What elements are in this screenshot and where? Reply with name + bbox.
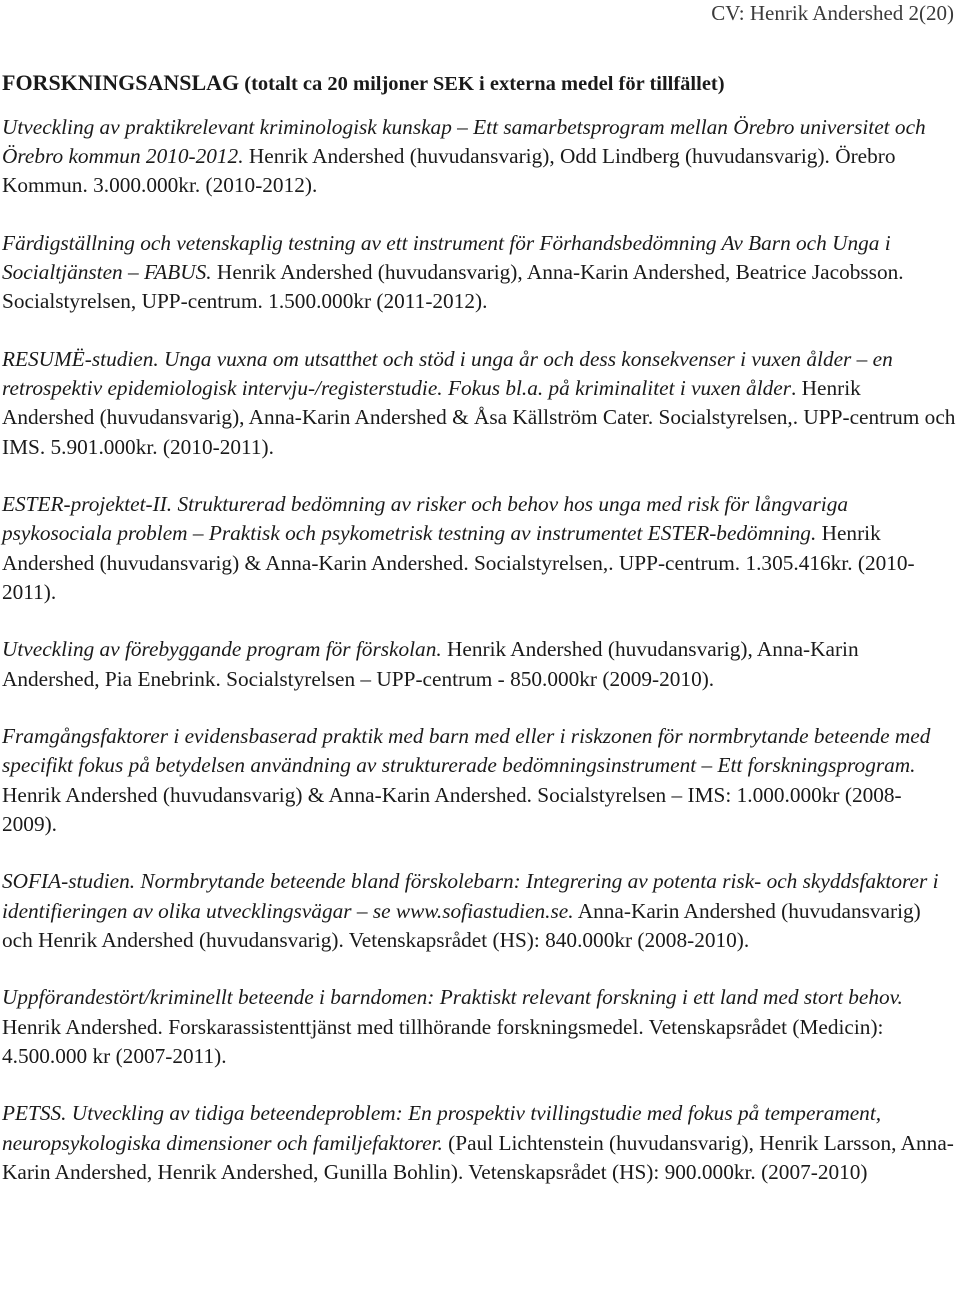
- grant-details: Henrik Andershed (huvudansvarig) & Anna-Karin Andershed. Socialstyrelsen,. UPP-centrum. 1.305.416kr. (2010-2011).: [2, 521, 915, 604]
- grant-entry: [2, 867, 956, 955]
- grant-details: (Paul Lichtenstein (huvudansvarig), Henrik Larsson, Anna-Karin Andershed, Henrik Andershed, Gunilla Bohlin). Vetenskapsrådet (HS): 900.000kr. (2007-2010): [2, 1130, 954, 1184]
- grant-title: Färdigställning och vetenskaplig testning av ett instrument för Förhandsbedömning Av Barn och Unga i Socialtjänsten – FABUS.: [2, 231, 891, 285]
- grant-entry: [2, 1099, 956, 1187]
- grant-details: Henrik Andershed. Forskarassistenttjänst med tillhörande forskningsmedel. Vetenskapsrådet (Medicin): 4.500.000 kr (2007-2011).: [2, 1014, 884, 1068]
- grant-title: Utveckling av förebyggande program för förskolan.: [2, 637, 442, 662]
- grant-entry: [2, 722, 956, 839]
- running-header: CV: Henrik Andershed 2(20): [711, 1, 954, 25]
- grant-title: RESUMË-studien. Unga vuxna om utsatthet och stöd i unga år och dess konsekvenser i vuxen ålder – en retrospektiv epidemiologisk intervju-/registerstudie. Fokus bl.a. på kriminalitet i vuxen ålder: [2, 347, 893, 401]
- grant-details: Henrik Andershed (huvudansvarig), Anna-Karin Andershed, Beatrice Jacobsson. Socialstyrelsen, UPP-centrum. 1.500.000kr (2011-2012).: [2, 260, 904, 314]
- grant-entry: [2, 229, 956, 317]
- grant-entry: [2, 113, 956, 201]
- grant-entry: [2, 983, 956, 1071]
- grant-title: Uppförandestört/kriminellt beteende i barndomen: Praktiskt relevant forskning i ett land med stort behov.: [2, 985, 903, 1010]
- section-heading-note: (totalt ca 20 miljoner SEK i externa medel för tillfället): [239, 73, 725, 95]
- grant-details: . Henrik Andershed (huvudansvarig), Anna-Karin Andershed & Åsa Källström Cater. Socialstyrelsen,. UPP-centrum och IMS. 5.901.000kr. (2010-2011).: [2, 376, 956, 459]
- grant-title: SOFIA-studien. Normbrytande beteende bland förskolebarn: Integrering av potenta risk- och skyddsfaktorer i identifieringen av olika utvecklingsvägar – se www.sofiastudien.se.: [2, 869, 939, 923]
- grant-details: Anna-Karin Andershed (huvudansvarig) och Henrik Andershed (huvudansvarig). Vetenskapsrådet (HS): 840.000kr (2008-2010).: [2, 898, 921, 952]
- document-body: [2, 70, 956, 1215]
- grant-entry: [2, 345, 956, 462]
- grant-title: ESTER-projektet-II. Strukturerad bedömning av risker och behov hos unga med risk för långvariga psykosociala problem – Praktisk och psykometrisk testning av instrumentet ESTER-bedömning.: [2, 492, 849, 546]
- grant-details: Henrik Andershed (huvudansvarig) & Anna-Karin Andershed. Socialstyrelsen – IMS: 1.000.000kr (2008-2009).: [2, 782, 902, 836]
- grant-title: Framgångsfaktorer i evidensbaserad praktik med barn med eller i riskzonen för normbrytande beteende med specifikt fokus på betydelsen användning av strukturerade bedömningsinstrument – Ett forskningsprogram.: [2, 724, 931, 778]
- grant-entry: [2, 490, 956, 607]
- grant-title: PETSS. Utveckling av tidiga beteendeproblem: En prospektiv tvillingstudie med fokus på temperament, neuropsykologiska dimensioner och familjefaktorer.: [2, 1101, 882, 1155]
- section-heading-title: FORSKNINGSANSLAG: [2, 70, 240, 95]
- section-heading: [2, 70, 956, 97]
- grant-details: Henrik Andershed (huvudansvarig), Odd Lindberg (huvudansvarig). Örebro Kommun. 3.000.000kr. (2010-2012).: [2, 144, 896, 198]
- grant-title: Utveckling av praktikrelevant kriminologisk kunskap – Ett samarbetsprogram mellan Örebro universitet och Örebro kommun 2010-2012.: [2, 115, 926, 169]
- grant-entry: [2, 635, 956, 693]
- grant-details: Henrik Andershed (huvudansvarig), Anna-Karin Andershed, Pia Enebrink. Socialstyrelsen – UPP-centrum - 850.000kr (2009-2010).: [2, 637, 859, 691]
